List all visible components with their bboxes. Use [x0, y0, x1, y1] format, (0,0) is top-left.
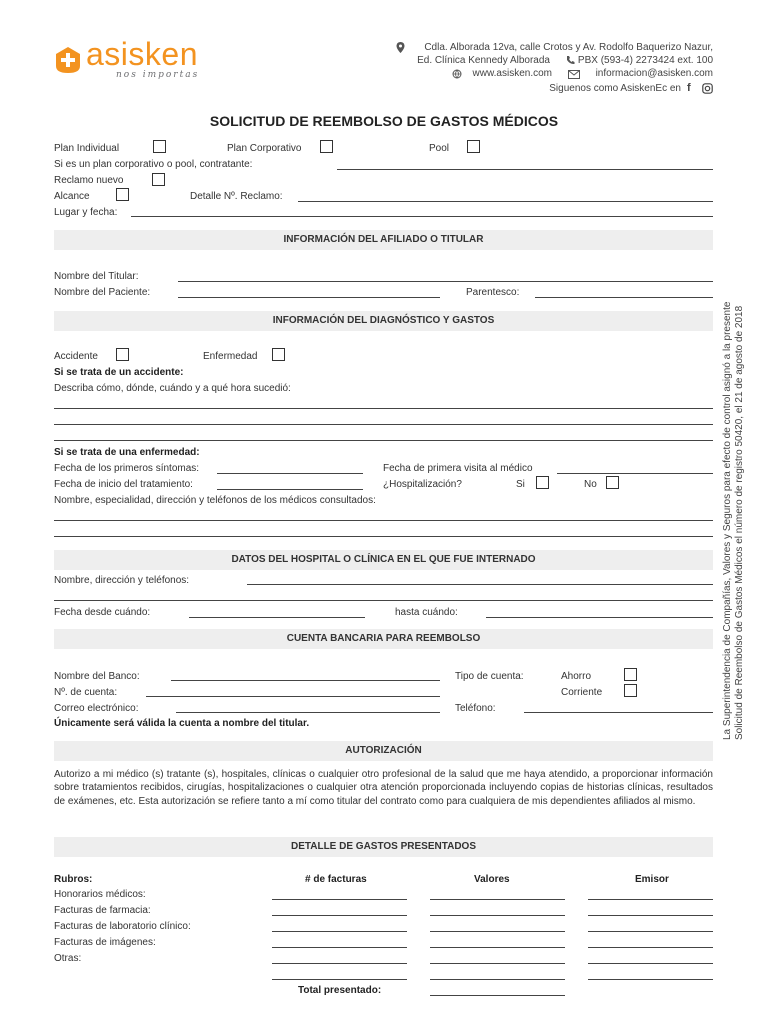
plan-individual-label: Plan Individual	[54, 143, 120, 154]
side-registration-note	[722, 302, 746, 740]
accidente-label: Accidente	[54, 351, 98, 362]
alcance-checkbox[interactable]	[116, 188, 129, 201]
valores-line-4[interactable]	[430, 947, 565, 948]
section-autorizacion: AUTORIZACIÓN	[54, 741, 713, 761]
gasto-item-honorarios: Honorarios médicos:	[54, 889, 146, 900]
parentesco-label: Parentesco:	[466, 287, 520, 298]
instagram-icon[interactable]	[702, 83, 713, 94]
emisor-line-5[interactable]	[588, 963, 713, 964]
hospital-nombre-line-2[interactable]	[54, 600, 713, 601]
describa-line-3[interactable]	[54, 440, 713, 441]
detalle-reclamo-label: Detalle Nº. Reclamo:	[190, 191, 283, 202]
facturas-line-1[interactable]	[272, 899, 407, 900]
logo	[54, 36, 234, 88]
website[interactable]: www.asisken.com	[472, 68, 552, 79]
web-icon	[452, 69, 462, 79]
plan-individual-checkbox[interactable]	[153, 140, 166, 153]
facturas-line-3[interactable]	[272, 931, 407, 932]
section-hospital: DATOS DEL HOSPITAL O CLÍNICA EN EL QUE FUE INTERNADO	[54, 550, 713, 570]
address-line-2: Ed. Clínica Kennedy Alborada	[417, 55, 550, 66]
side-note-line-1: La Superintendencia de Compañías, Valores y Seguros para efecto de control asignó a la presente	[722, 301, 733, 740]
facturas-line-total[interactable]	[272, 979, 407, 980]
phone-number: PBX (593-4) 2273424 ext. 100	[577, 55, 713, 66]
medicos-label: Nombre, especialidad, dirección y teléfonos de los médicos consultados:	[54, 495, 376, 506]
plan-corporativo-checkbox[interactable]	[320, 140, 333, 153]
reclamo-nuevo-label: Reclamo nuevo	[54, 175, 124, 186]
hospital-nombre-field[interactable]	[247, 584, 713, 585]
nombre-paciente-label: Nombre del Paciente:	[54, 287, 151, 298]
facturas-heading: # de facturas	[305, 874, 367, 885]
form-title: SOLICITUD DE REEMBOLSO DE GASTOS MÉDICOS	[209, 113, 559, 129]
address-line-1: Cdla. Alborada 12va, calle Crotos y Av. Rodolfo Baquerizo Nazur,	[424, 42, 713, 53]
banco-field[interactable]	[171, 680, 440, 681]
section-afiliado: INFORMACIÓN DEL AFILIADO O TITULAR	[54, 230, 713, 250]
numero-cuenta-label: Nº. de cuenta:	[54, 687, 118, 698]
medicos-line-1[interactable]	[54, 520, 713, 521]
plan-corporativo-label: Plan Corporativo	[227, 143, 302, 154]
corriente-label: Corriente	[561, 687, 603, 698]
correo-field[interactable]	[176, 712, 440, 713]
total-presentado-field[interactable]	[430, 995, 565, 996]
pool-checkbox[interactable]	[467, 140, 480, 153]
emisor-line-4[interactable]	[588, 947, 713, 948]
brand-tagline: nos importas	[116, 70, 200, 80]
detalle-reclamo-field[interactable]	[298, 201, 713, 202]
describa-line-1[interactable]	[54, 408, 713, 409]
emisor-line-1[interactable]	[588, 899, 713, 900]
email-address[interactable]: informacion@asisken.com	[595, 68, 713, 79]
fecha-sintomas-label: Fecha de los primeros síntomas:	[54, 463, 200, 474]
valores-line-total[interactable]	[430, 979, 565, 980]
valores-line-3[interactable]	[430, 931, 565, 932]
location-pin-icon	[396, 42, 405, 53]
fecha-desde-field[interactable]	[189, 617, 365, 618]
lugar-fecha-field[interactable]	[131, 216, 713, 217]
phone-icon	[566, 55, 575, 65]
reclamo-nuevo-checkbox[interactable]	[152, 173, 165, 186]
rubros-heading: Rubros:	[54, 874, 93, 885]
hasta-field[interactable]	[486, 617, 713, 618]
facturas-line-4[interactable]	[272, 947, 407, 948]
hospitalizacion-si-checkbox[interactable]	[536, 476, 549, 489]
hospitalizacion-no-label: No	[584, 479, 597, 490]
describa-label: Describa cómo, dónde, cuándo y a qué hora sucedió:	[54, 383, 291, 394]
hospitalizacion-si-label: Si	[516, 479, 525, 490]
section-detalle-gastos: DETALLE DE GASTOS PRESENTADOS	[54, 837, 713, 857]
fecha-tratamiento-field[interactable]	[217, 489, 363, 490]
fecha-visita-field[interactable]	[557, 473, 713, 474]
emisor-line-total[interactable]	[588, 979, 713, 980]
ahorro-label: Ahorro	[561, 671, 592, 682]
total-presentado-label: Total presentado:	[298, 985, 382, 996]
si-enfermedad-heading: Si se trata de una enfermedad:	[54, 447, 200, 458]
telefono-label: Teléfono:	[455, 703, 496, 714]
cuenta-nota: Únicamente será válida la cuenta a nombre del titular.	[54, 718, 310, 729]
fecha-visita-label: Fecha de primera visita al médico	[383, 463, 533, 474]
nombre-paciente-field[interactable]	[178, 297, 440, 298]
fecha-desde-label: Fecha desde cuándo:	[54, 607, 151, 618]
valores-line-2[interactable]	[430, 915, 565, 916]
side-note-line-2: Solicitud de Reembolso de Gastos Médicos el número de registro 50420, el 21 de agosto de 2018	[734, 305, 745, 740]
emisor-heading: Emisor	[635, 874, 669, 885]
emisor-line-3[interactable]	[588, 931, 713, 932]
fecha-sintomas-field[interactable]	[217, 473, 363, 474]
section-diagnostico: INFORMACIÓN DEL DIAGNÓSTICO Y GASTOS	[54, 311, 713, 331]
enfermedad-checkbox[interactable]	[272, 348, 285, 361]
email-icon	[568, 70, 580, 79]
gasto-item-otras: Otras:	[54, 953, 82, 964]
gasto-item-farmacia: Facturas de farmacia:	[54, 905, 151, 916]
facturas-line-2[interactable]	[272, 915, 407, 916]
numero-cuenta-field[interactable]	[146, 696, 440, 697]
fecha-tratamiento-label: Fecha de inicio del tratamiento:	[54, 479, 193, 490]
correo-label: Correo electrónico:	[54, 703, 139, 714]
enfermedad-label: Enfermedad	[203, 351, 258, 362]
contratante-label: Si es un plan corporativo o pool, contratante:	[54, 159, 253, 170]
hospitalizacion-label: ¿Hospitalización?	[383, 479, 462, 490]
si-accidente-heading: Si se trata de un accidente:	[54, 367, 184, 378]
valores-line-5[interactable]	[430, 963, 565, 964]
hasta-label: hasta cuándo:	[395, 607, 458, 618]
gasto-item-laboratorio: Facturas de laboratorio clínico:	[54, 921, 191, 932]
contratante-field[interactable]	[337, 169, 713, 170]
hospital-nombre-label: Nombre, dirección y teléfonos:	[54, 575, 190, 586]
telefono-field[interactable]	[524, 712, 713, 713]
ahorro-checkbox[interactable]	[624, 668, 637, 681]
lugar-fecha-label: Lugar y fecha:	[54, 207, 118, 218]
banco-label: Nombre del Banco:	[54, 671, 140, 682]
pool-label: Pool	[429, 143, 450, 154]
corriente-checkbox[interactable]	[624, 684, 637, 697]
tipo-cuenta-label: Tipo de cuenta:	[455, 671, 524, 682]
medicos-line-2[interactable]	[54, 536, 713, 537]
section-cuenta: CUENTA BANCARIA PARA REEMBOLSO	[54, 629, 713, 649]
hospitalizacion-no-checkbox[interactable]	[606, 476, 619, 489]
brand-name: asisken	[86, 36, 198, 72]
social-text: Siguenos como AsiskenEc en	[549, 83, 681, 94]
nombre-titular-label: Nombre del Titular:	[54, 271, 139, 282]
valores-heading: Valores	[474, 874, 510, 885]
describa-line-2[interactable]	[54, 424, 713, 425]
parentesco-field[interactable]	[535, 297, 713, 298]
emisor-line-2[interactable]	[588, 915, 713, 916]
accidente-checkbox[interactable]	[116, 348, 129, 361]
asisken-logo-icon	[54, 46, 82, 74]
nombre-titular-field[interactable]	[178, 281, 713, 282]
valores-line-1[interactable]	[430, 899, 565, 900]
gasto-item-imagenes: Facturas de imágenes:	[54, 937, 156, 948]
facebook-icon[interactable]: f	[687, 82, 691, 94]
facturas-line-5[interactable]	[272, 963, 407, 964]
alcance-label: Alcance	[54, 191, 90, 202]
autorizacion-text: Autorizo a mi médico (s) tratante (s), hospitales, clínicas o cualquier otro profesional de la salud que me haya atendido, a proporcionar información sobre tratamientos recibidos, cirugías, hospitalizaciones o cualquier otra atención proporcionada incluyendo copias de historias clínicas, resultados de exámenes, etc. Esta autorización se refiere tanto a mí como titular del contrato como para cualquiera de mis dependientes afiliados al mismo.	[54, 769, 713, 807]
